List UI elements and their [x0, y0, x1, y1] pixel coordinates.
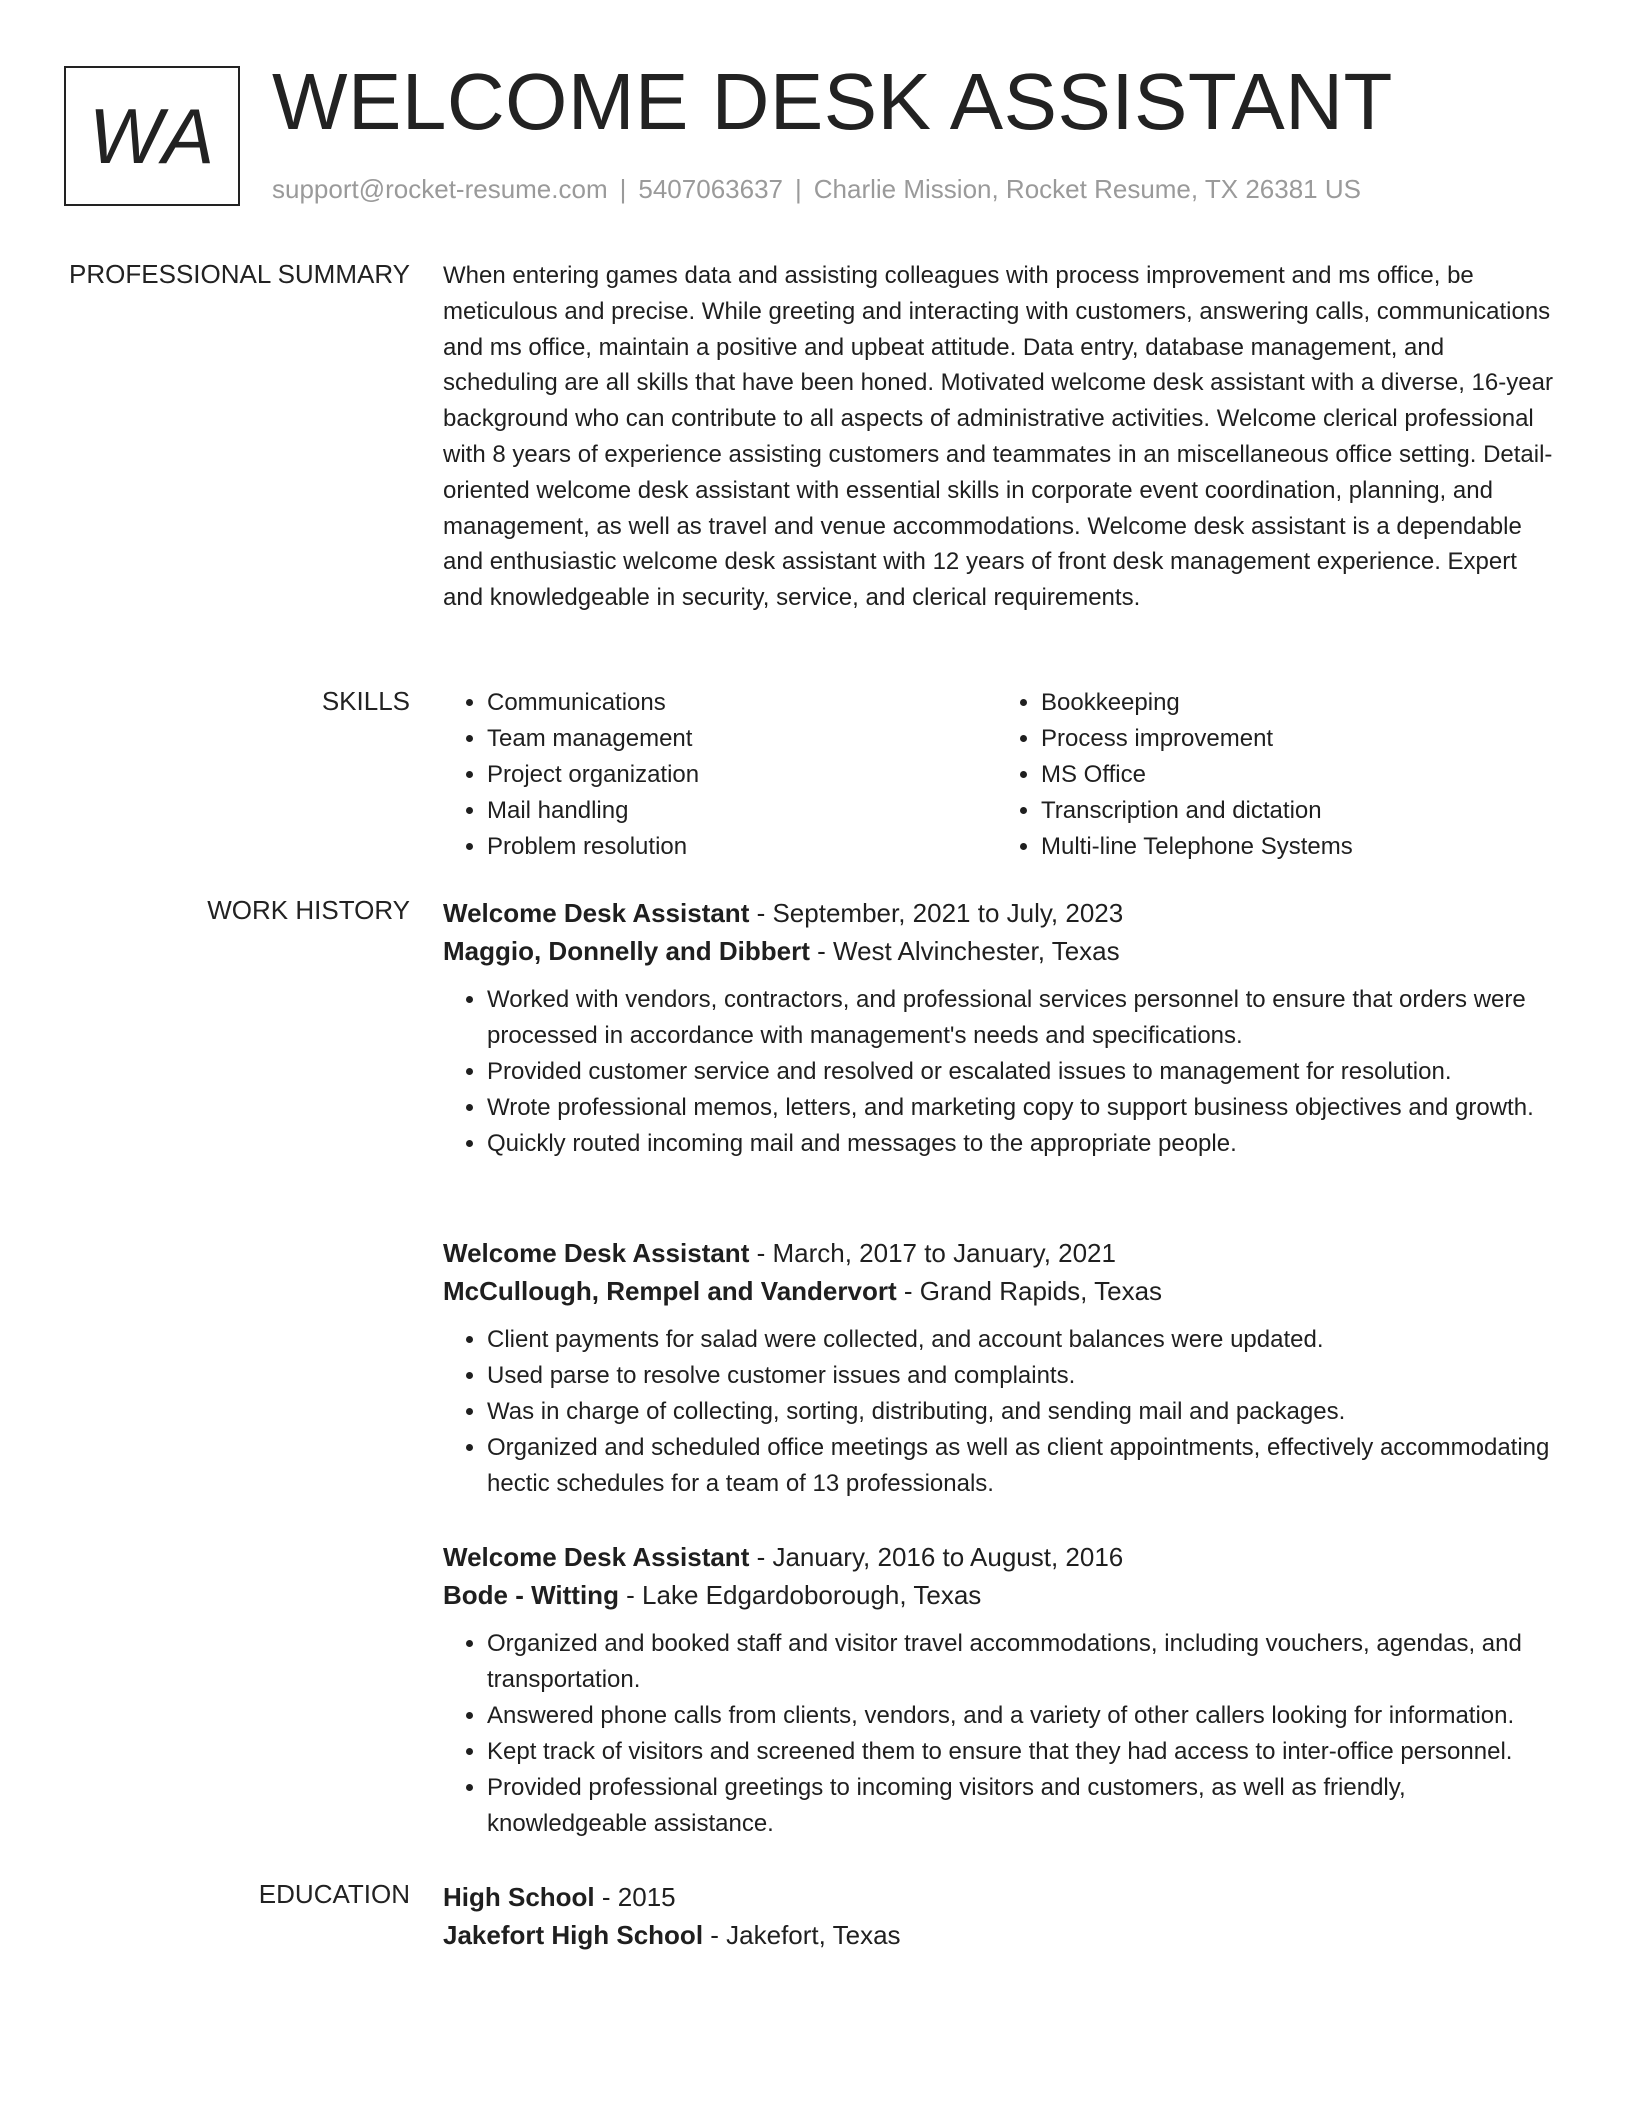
job-bullets [443, 982, 1553, 1162]
employer-line [443, 932, 1553, 970]
job-bullet: • Worked with vendors, contractors, and professional services personnel to ensure that orders were processed in accordance with management's needs and specifications. [487, 982, 1553, 1054]
graduation-year: - 2015 [594, 1882, 676, 1912]
contact-separator: | [619, 174, 627, 204]
job-title-line [443, 1234, 1553, 1272]
employer-line [443, 1576, 1553, 1614]
job-dates: - September, 2021 to July, 2023 [749, 898, 1124, 928]
monogram-initials: WA [88, 91, 216, 180]
skill-item: • Problem resolution [487, 829, 987, 865]
job-bullet: • Provided professional greetings to incoming visitors and customers, as well as friendly, knowledgeable assistance. [487, 1770, 1553, 1842]
skills-column-right [987, 685, 1541, 865]
school-name: Jakefort High School [443, 1920, 704, 1950]
school-location: - Jakefort, Texas [703, 1920, 901, 1950]
job-title: Welcome Desk Assistant [443, 898, 750, 928]
skill-item: • Team management [487, 721, 987, 757]
skill-item: • Mail handling [487, 793, 987, 829]
job-bullets [443, 1626, 1553, 1842]
job-bullet: • Used parse to resolve customer issues and complaints. [487, 1358, 1553, 1394]
job-bullet: • Organized and scheduled office meetings as well as client appointments, effectively accommodating hectic schedules for a team of 13 professionals. [487, 1430, 1553, 1502]
job-entry [443, 1538, 1553, 1842]
skill-item: • Transcription and dictation [1041, 793, 1541, 829]
skill-item: • MS Office [1041, 757, 1541, 793]
job-bullet: • Organized and booked staff and visitor travel accommodations, including vouchers, agendas, and transportation. [487, 1626, 1553, 1698]
contact-email: support@rocket-resume.com [272, 174, 608, 204]
employer-location: - West Alvinchester, Texas [809, 936, 1120, 966]
skill-item: • Project organization [487, 757, 987, 793]
summary-text: When entering games data and assisting colleagues with process improvement and ms office, be meticulous and precise. While greeting and interacting with customers, answering calls, communications and ms office, maintain a positive and upbeat attitude. Data entry, database management, and scheduling are all skills that have been honed. Motivated welcome desk assistant with a diverse, 16-year background who can contribute to all aspects of administrative activities. Welcome clerical professional with 8 years of experience assisting customers and teammates in an miscellaneous office setting. Detail-oriented welcome desk assistant with essential skills in corporate event coordination, planning, and management, as well as travel and venue accommodations. Welcome desk assistant is a dependable and enthusiastic welcome desk assistant with 12 years of front desk management experience. Expert and knowledgeable in security, service, and clerical requirements. [443, 262, 1553, 612]
skill-item: • Multi-line Telephone Systems [1041, 829, 1541, 865]
section-label-education: EDUCATION [258, 1879, 410, 1909]
skill-item: • Communications [487, 685, 987, 721]
skills-grid [443, 685, 1553, 865]
school-line [443, 1916, 1553, 1954]
contact-separator: | [795, 174, 802, 204]
employer-line [443, 1272, 1553, 1310]
summary-content [443, 258, 1553, 616]
job-entry [443, 894, 1553, 1162]
degree-line [443, 1878, 1553, 1916]
section-label-summary: PROFESSIONAL SUMMARY [69, 259, 410, 289]
section-label-work-history: WORK HISTORY [207, 895, 410, 925]
employer-name: Maggio, Donnelly and Dibbert [443, 936, 810, 966]
job-bullet: • Provided customer service and resolved or escalated issues to management for resolution. [487, 1054, 1553, 1090]
job-bullet: • Kept track of visitors and screened them to ensure that they had access to inter-office personnel. [487, 1734, 1553, 1770]
job-bullet: • Wrote professional memos, letters, and marketing copy to support business objectives and growth. [487, 1090, 1553, 1126]
job-title-line [443, 1538, 1553, 1576]
education-entry [443, 1878, 1553, 1954]
degree: High School [443, 1882, 595, 1912]
job-bullet: • Answered phone calls from clients, vendors, and a variety of other callers looking for information. [487, 1698, 1553, 1734]
skill-item: • Process improvement [1041, 721, 1541, 757]
job-bullets [443, 1322, 1553, 1502]
employer-location: - Lake Edgardoborough, Texas [618, 1580, 982, 1610]
skill-item: • Bookkeeping [1041, 685, 1541, 721]
job-title-line [443, 894, 1553, 932]
contact-line [272, 172, 1361, 206]
resume-title: WELCOME DESK ASSISTANT [272, 57, 1393, 146]
contact-address: Charlie Mission, Rocket Resume, TX 26381 US [813, 174, 1361, 204]
contact-phone: 5407063637 [638, 174, 783, 204]
job-dates: - January, 2016 to August, 2016 [749, 1542, 1124, 1572]
job-bullet: • Client payments for salad were collected, and account balances were updated. [487, 1322, 1553, 1358]
employer-name: McCullough, Rempel and Vandervort [443, 1276, 897, 1306]
skills-column-left [443, 685, 987, 865]
job-entry [443, 1234, 1553, 1502]
job-bullet: • Was in charge of collecting, sorting, distributing, and sending mail and packages. [487, 1394, 1553, 1430]
section-label-skills: SKILLS [321, 686, 410, 716]
job-bullet: • Quickly routed incoming mail and messages to the appropriate people. [487, 1126, 1553, 1162]
monogram-box [64, 66, 240, 206]
job-title: Welcome Desk Assistant [443, 1238, 750, 1268]
job-dates: - March, 2017 to January, 2021 [749, 1238, 1116, 1268]
employer-name: Bode - Witting [443, 1580, 619, 1610]
job-title: Welcome Desk Assistant [443, 1542, 750, 1572]
employer-location: - Grand Rapids, Texas [896, 1276, 1163, 1306]
